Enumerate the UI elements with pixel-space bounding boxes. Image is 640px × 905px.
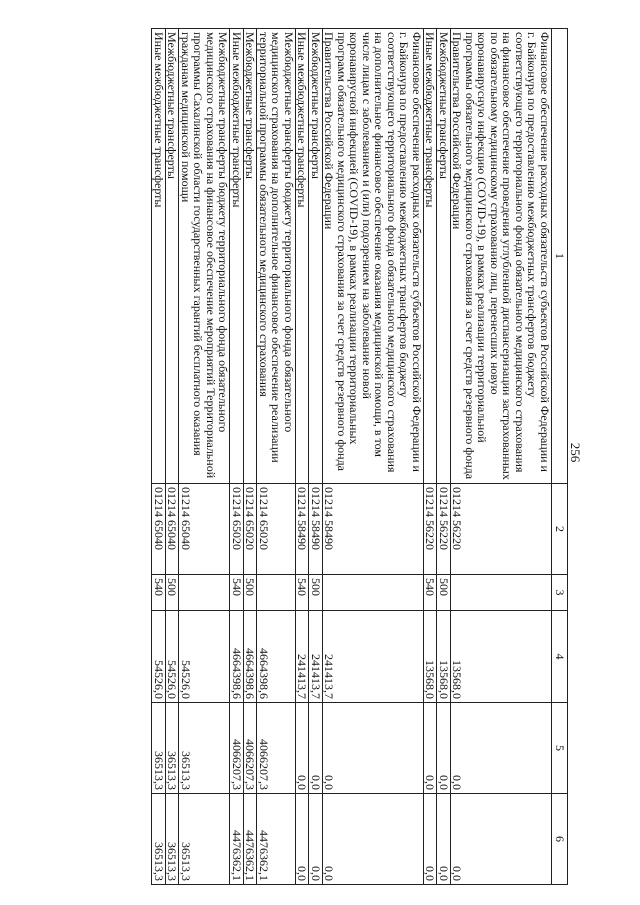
amount-col5: 0,0	[296, 703, 310, 794]
row-name: Иные межбюджетные трансферты	[152, 29, 166, 484]
expense-type-code: 540	[152, 575, 166, 611]
amount-col6: 4476362,1	[244, 794, 258, 885]
amount-col6: 4476362,1	[230, 794, 244, 885]
row-name: Межбюджетные трансферты	[309, 29, 323, 484]
column-header: 2	[552, 484, 568, 575]
amount-col5: 0,0	[437, 703, 451, 794]
column-header: 3	[552, 575, 568, 611]
amount-col4: 241413,7	[296, 611, 310, 703]
target-article-code: 01214 65040	[166, 484, 180, 575]
amount-col4: 54526,0	[179, 611, 230, 703]
amount-col6: 0,0	[451, 794, 552, 885]
amount-col6: 0,0	[437, 794, 451, 885]
amount-col6: 0,0	[323, 794, 424, 885]
target-article-code: 01214 65020	[257, 484, 296, 575]
amount-col6: 36513,3	[166, 794, 180, 885]
amount-col6: 0,0	[296, 794, 310, 885]
amount-col5: 4066207,3	[257, 703, 296, 794]
amount-col4: 4664398,6	[244, 611, 258, 703]
amount-col4: 4664398,6	[230, 611, 244, 703]
target-article-code: 01214 58490	[309, 484, 323, 575]
table-row	[323, 29, 424, 885]
amount-col4: 4664398,6	[257, 611, 296, 703]
row-name: Финансовое обеспечение расходных обязательств субъектов Российской Федерации и г. Байконура по предоставлению межбюджетных трансфертов бюджету соответствующего территориального фонда обязательного медицинского страхования на финансовое обеспечение проведения углубленной диспансеризации застрахованных по обязательному медицинскому страхованию лиц, перенесших новую коронавирусную инфекцию (COVID-19), в рамках реализации территориальной программы обязательного медицинского страхования за счет средств резервного фонда Правительства Российской Федерации	[451, 29, 552, 484]
amount-col5: 0,0	[309, 703, 323, 794]
table-header-row	[552, 29, 568, 885]
expense-type-code	[323, 575, 424, 611]
amount-col4: 13568,0	[451, 611, 552, 703]
expense-type-code: 540	[424, 575, 438, 611]
expense-type-code	[179, 575, 230, 611]
amount-col4: 241413,7	[323, 611, 424, 703]
row-name: Межбюджетные трансферты бюджету территориального фонда обязательного медицинского страхования на финансовое обеспечение мероприятий Территориальной программы Сахалинской области государственных гарантий бесплатного оказания гражданам медицинской помощи	[179, 29, 230, 484]
expense-type-code: 540	[296, 575, 310, 611]
amount-col5: 36513,3	[152, 703, 166, 794]
row-name: Межбюджетные трансферты	[166, 29, 180, 484]
expense-type-code: 500	[244, 575, 258, 611]
amount-col5: 0,0	[424, 703, 438, 794]
amount-col6: 36513,3	[179, 794, 230, 885]
row-name: Межбюджетные трансферты	[244, 29, 258, 484]
page-number: 256	[568, 442, 583, 463]
table-row	[257, 29, 296, 885]
target-article-code: 01214 65040	[179, 484, 230, 575]
table-row	[424, 29, 438, 885]
table-row	[179, 29, 230, 885]
amount-col6: 0,0	[309, 794, 323, 885]
row-name: Финансовое обеспечение расходных обязательств субъектов Российской Федерации и г. Байконура по предоставлению межбюджетных трансфертов бюджету соответствующего территориального фонда обязательного медицинского страхования на дополнительное финансовое обеспечение оказания медицинской помощи, в том числе лицам с заболеванием и (или) подозрением на заболевание новой коронавирусной инфекцией (COVID-19), в рамках реализации территориальных программ обязательного медицинского страхования за счет средств резервного фонда Правительства Российской Федерации	[323, 29, 424, 484]
expense-type-code: 500	[166, 575, 180, 611]
expense-type-code: 500	[309, 575, 323, 611]
amount-col5: 36513,3	[166, 703, 180, 794]
row-name: Иные межбюджетные трансферты	[424, 29, 438, 484]
amount-col5: 36513,3	[179, 703, 230, 794]
expense-type-code	[257, 575, 296, 611]
table-row	[437, 29, 451, 885]
amount-col4: 13568,0	[424, 611, 438, 703]
column-header: 6	[552, 794, 568, 885]
target-article-code: 01214 65040	[152, 484, 166, 575]
target-article-code: 01214 58490	[296, 484, 310, 575]
amount-col4: 241413,7	[309, 611, 323, 703]
table-row	[296, 29, 310, 885]
budget-table	[152, 28, 569, 885]
row-name: Межбюджетные трансферты	[437, 29, 451, 484]
amount-col5: 0,0	[323, 703, 424, 794]
row-name: Межбюджетные трансферты бюджету территориального фонда обязательного медицинского страхования на дополнительное финансовое обеспечение реализации территориальной программы обязательного медицинского страхования	[257, 29, 296, 484]
table-row	[451, 29, 552, 885]
amount-col6: 0,0	[424, 794, 438, 885]
amount-col4: 54526,0	[152, 611, 166, 703]
table-body	[152, 29, 552, 885]
table-row	[166, 29, 180, 885]
amount-col5: 0,0	[451, 703, 552, 794]
amount-col6: 36513,3	[152, 794, 166, 885]
row-name: Иные межбюджетные трансферты	[230, 29, 244, 484]
expense-type-code: 540	[230, 575, 244, 611]
row-name: Иные межбюджетные трансферты	[296, 29, 310, 484]
table-row	[244, 29, 258, 885]
amount-col4: 13568,0	[437, 611, 451, 703]
target-article-code: 01214 65020	[244, 484, 258, 575]
column-header: 5	[552, 703, 568, 794]
target-article-code: 01214 56220	[424, 484, 438, 575]
amount-col6: 4476362,1	[257, 794, 296, 885]
target-article-code: 01214 65020	[230, 484, 244, 575]
expense-type-code: 500	[437, 575, 451, 611]
target-article-code: 01214 58490	[323, 484, 424, 575]
table-row	[230, 29, 244, 885]
amount-col5: 4066207,3	[244, 703, 258, 794]
amount-col5: 4066207,3	[230, 703, 244, 794]
column-header: 1	[552, 29, 568, 484]
target-article-code: 01214 56220	[451, 484, 552, 575]
table-row	[152, 29, 166, 885]
target-article-code: 01214 56220	[437, 484, 451, 575]
column-header: 4	[552, 611, 568, 703]
table-row	[309, 29, 323, 885]
amount-col4: 54526,0	[166, 611, 180, 703]
expense-type-code	[451, 575, 552, 611]
